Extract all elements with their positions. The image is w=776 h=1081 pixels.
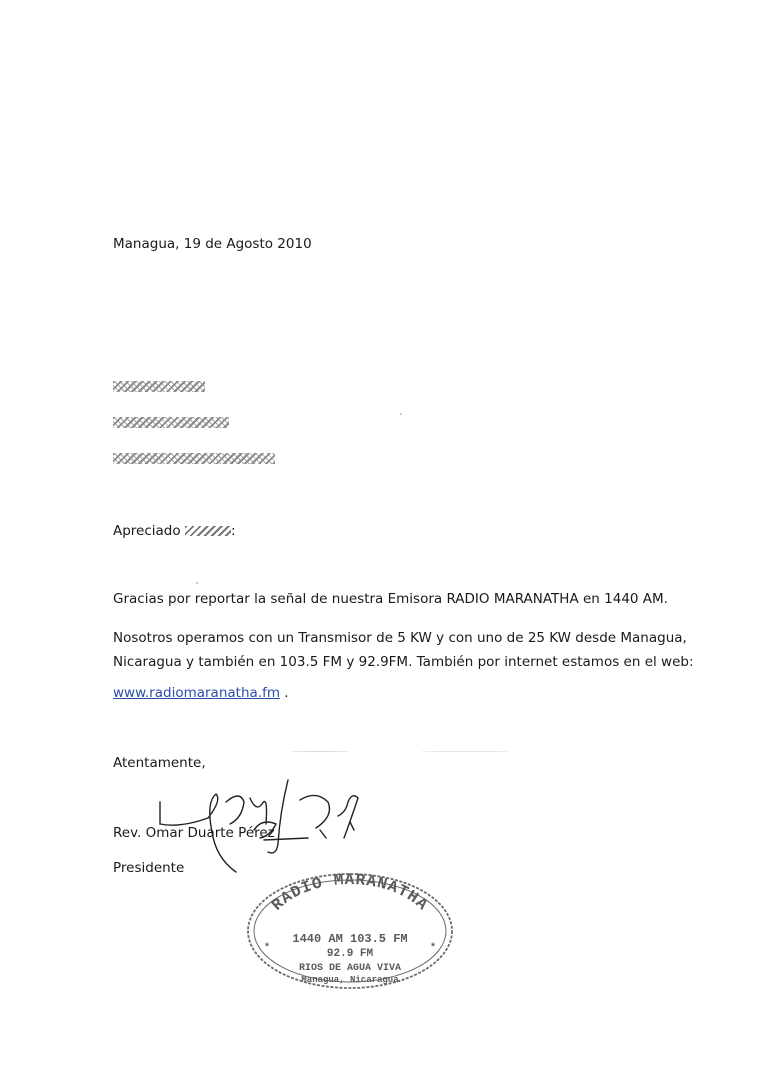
signer-name: Rev. Omar Duarte Pérez	[113, 825, 275, 841]
paragraph-line: Nosotros operamos con un Transmisor de 5 KW y con uno de 25 KW desde Managua,	[113, 630, 687, 646]
paragraph-thanks: Gracias por reportar la señal de nuestra Emisora RADIO MARANATHA en 1440 AM.	[113, 591, 668, 607]
letter-date: Managua, 19 de Agosto 2010	[113, 236, 312, 252]
stamp-frequency-2: 92.9 FM	[326, 948, 374, 960]
greeting	[113, 523, 236, 539]
stamp-frequencies: 1440 AM 103.5 FM	[292, 932, 408, 946]
redacted-recipient-address	[113, 417, 229, 428]
greeting-text: Apreciado	[113, 523, 181, 539]
scan-speck	[290, 751, 350, 752]
signer-title: Presidente	[113, 860, 185, 876]
stamp-city: Managua, Nicaragua	[301, 975, 399, 985]
redacted-greeting-name	[185, 526, 231, 536]
website-trail: .	[279, 685, 289, 701]
website-line	[113, 685, 289, 701]
stamp-name: RADIO MARANATHA	[268, 871, 432, 915]
redacted-recipient-location	[113, 453, 275, 464]
redacted-recipient-name	[113, 381, 205, 392]
scan-speck	[400, 413, 402, 415]
signature-image	[150, 772, 370, 882]
stamp-star-left: *	[264, 943, 271, 954]
paragraph-transmitter	[113, 626, 694, 674]
radio-stamp	[244, 870, 456, 992]
stamp-motto: RIOS DE AGUA VIVA	[298, 963, 402, 974]
greeting-punct: :	[230, 523, 236, 539]
paragraph-line: Nicaragua y también en 103.5 FM y 92.9FM. También por internet estamos en el web:	[113, 654, 694, 670]
stamp-star-right: *	[430, 943, 437, 954]
closing: Atentamente,	[113, 755, 206, 771]
scan-speck	[420, 751, 510, 752]
website-link[interactable]: www.radiomaranatha.fm	[113, 685, 280, 701]
scan-speck	[196, 582, 198, 584]
